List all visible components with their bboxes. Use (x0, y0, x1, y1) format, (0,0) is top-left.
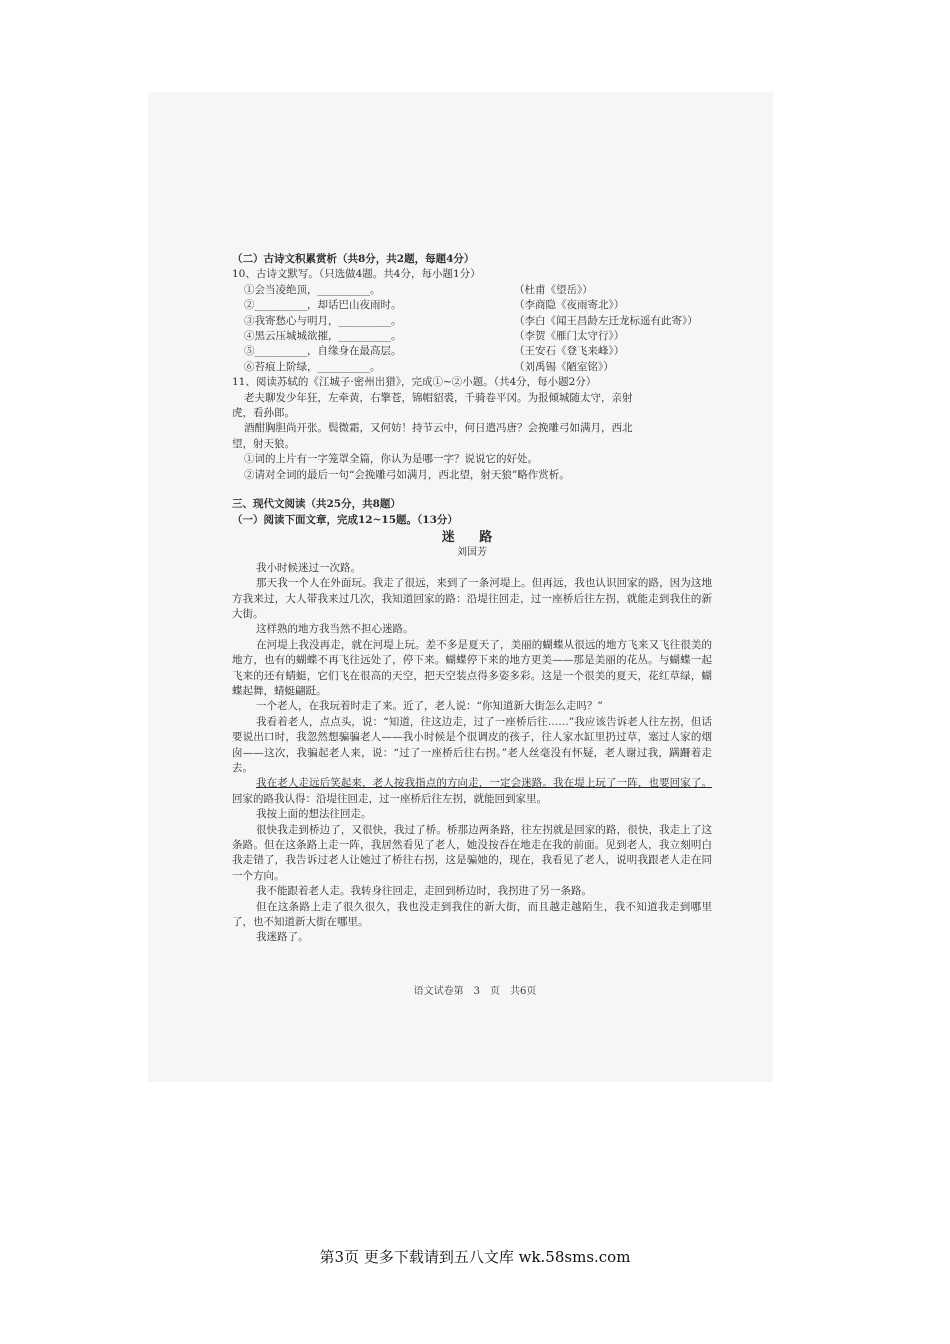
fill-text: ①会当凌绝顶，__________。 (244, 283, 381, 296)
article-paragraph (232, 776, 712, 807)
fill-text: ③我寄愁心与明月，__________。 (244, 314, 402, 327)
question-10-intro: 10、古诗文默写。（只选做4题。共4分，每小题1分） (232, 268, 481, 281)
fill-text: ⑤__________，自缘身在最高层。 (244, 345, 402, 358)
article-paragraph: 在河堤上我没再走，就在河堤上玩。差不多是夏天了，美丽的蝴蝶从很远的地方飞来又飞往很美的地方，也有的蝴蝶不再飞往远处了，停下来。蝴蝶停下来的地方更美——那是美丽的花丛。与蝴蝶一起飞来的还有蜻蜓，它们飞在很高的天空，把天空装点得多姿多彩。这是一个很美的夏天，花红草绿，蝴蝶起舞，蜻蜓翩跹。 (232, 638, 712, 697)
fill-text: ④黑云压城城欲摧，__________。 (244, 330, 402, 343)
article-paragraph: 我小时候迷过一次路。 (256, 561, 361, 574)
exam-content (232, 252, 712, 946)
article-paragraph: 我迷路了。 (256, 931, 309, 944)
article-author: 刘国芳 (457, 547, 487, 559)
paragraph-tail: 回家的路我认得：沿堤往回走，过一座桥后往左拐，就能回到家里。 (232, 792, 547, 805)
download-footer: 第3页 更多下载请到五八文库 wk.58sms.com (319, 1248, 631, 1266)
article-paragraph: 我不能跟着老人走。我转身往回走，走回到桥边时，我拐进了另一条路。 (256, 885, 592, 898)
fill-source: （李贺《雁门太守行》） (514, 330, 625, 343)
section-heading: 三、现代文阅读（共25分，共8题） (232, 498, 401, 511)
sub-question: ①词的上片有一字笼罩全篇，你认为是哪一字？说说它的好处。 (244, 453, 538, 466)
fill-source: （李商隐《夜雨寄北》） (514, 299, 625, 312)
poem-line: 老夫聊发少年狂，左牵黄，右擎苍，锦帽貂裘，千骑卷平冈。为报倾城随太守，亲射 (244, 391, 633, 404)
article-title: 迷 路 (441, 529, 503, 545)
sub-heading: （一）阅读下面文章，完成12~15题。（13分） (232, 513, 458, 526)
fill-source: （李白《闻王昌龄左迁龙标遥有此寄》） (514, 314, 698, 327)
article-paragraph: 我看着老人，点点头，说：“知道，往这边走，过了一座桥后往……”我应该告诉老人往左拐，但话要说出口时，我忽然想骗骗老人——我小时候是个很调皮的孩子，往人家水缸里扔过草，塞过人家的烟囱——这次，我骗起老人来，说：“过了一座桥后往右拐。”老人丝毫没有怀疑，老人谢过我，蹒跚着走去。 (232, 715, 712, 774)
article-paragraph: 那天我一个人在外面玩。我走了很远，来到了一条河堤上。但再远，我也认识回家的路，因为这地方我来过，大人带我来过几次，我知道回家的路：沿堤往回走，过一座桥后往左拐，就能走到我住的新大街。 (232, 577, 712, 620)
underlined-sentence: 我在老人走远后笑起来，老人按我指点的方向走，一定会迷路。我在堤上玩了一阵，也要回家了。 (256, 777, 712, 790)
question-11-intro: 11、阅读苏轼的《江城子·密州出猎》，完成①~②小题。（共4分，每小题2分） (232, 376, 597, 389)
article-paragraph: 我按上面的想法往回走。 (256, 808, 372, 821)
article-paragraph: 一个老人，在我玩着时走了来。近了，老人说：“你知道新大街怎么走吗？” (256, 700, 603, 713)
page-number: 语文试卷第 3 页 共6页 (413, 986, 537, 997)
poem-line: 望，射天狼。 (232, 437, 295, 450)
fill-line (232, 344, 712, 359)
fill-source: （王安石《登飞来峰》） (514, 345, 625, 358)
fill-line (232, 298, 712, 313)
poem-line: 虎，看孙郎。 (232, 407, 295, 420)
fill-text: ⑥苔痕上阶绿，__________。 (244, 360, 381, 373)
fill-line (232, 360, 712, 375)
article-paragraph: 很快我走到桥边了，又很快，我过了桥。桥那边两条路，往左拐就是回家的路，很快，我走上了这条路。但在这条路上走一阵，我居然看见了老人，她没按吞在地走在我的前面。见到老人，我立刻明白我走错了，我告诉过老人让她过了桥往右拐，这是骗她的，现在，我看见了老人，说明我跟老人走在同一个方向。 (232, 823, 712, 882)
fill-text: ②__________，却话巴山夜雨时。 (244, 299, 402, 312)
fill-source: （刘禹锡《陋室铭》） (514, 360, 614, 373)
poem-line: 酒酣胸胆尚开张。鬓微霜，又何妨！持节云中，何日遣冯唐？会挽雕弓如满月，西北 (244, 422, 633, 435)
fill-line (232, 283, 712, 298)
fill-source: （杜甫《望岳》） (514, 283, 593, 296)
article-paragraph: 但在这条路上走了很久很久，我也没走到我住的新大街，而且越走越陌生，我不知道我走到哪里了，也不知道新大街在哪里。 (232, 900, 712, 929)
article-paragraph: 这样熟的地方我当然不担心迷路。 (256, 623, 414, 636)
section-heading: （二）古诗文积累赏析（共8分，共2题，每题4分） (232, 253, 475, 265)
fill-line (232, 329, 712, 344)
fill-line (232, 314, 712, 329)
sub-question: ②请对全词的最后一句“会挽雕弓如满月，西北望，射天狼”略作赏析。 (244, 468, 570, 481)
